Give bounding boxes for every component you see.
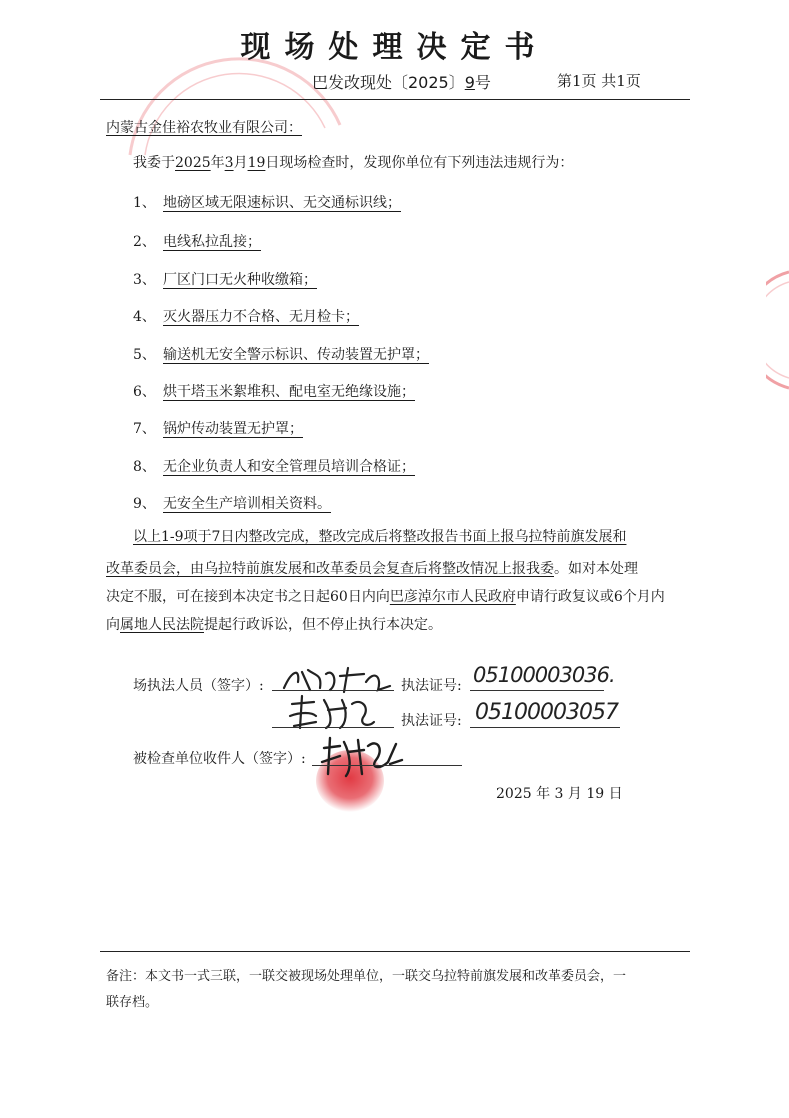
cert-label-2: 执法证号: (401, 713, 462, 729)
footer-divider (100, 951, 690, 952)
decision-line-4b: 属地人民法院 (120, 617, 204, 633)
decision-line-3c: 申请行政复议或6个月内 (515, 589, 665, 605)
intro-year: 2025 (175, 155, 211, 171)
recipient-sign-line (312, 765, 462, 766)
decision-line-4a: 向 (106, 617, 120, 633)
officer2-sign-line (272, 727, 394, 728)
decision-paragraph (106, 524, 691, 638)
violation-item: 1、 地磅区域无限速标识、无交通标识线； (133, 195, 401, 211)
decision-line-3b: 巴彦淖尔市人民政府 (389, 589, 516, 605)
recipient-signature-label: 被检查单位收件人（签字）: (133, 751, 306, 767)
header-divider (100, 99, 690, 100)
remarks (106, 964, 691, 1016)
decision-line-2a: 改革委员会，由乌拉特前旗发展和改革委员会复查后将整改情况上报我委 (106, 561, 554, 577)
cert-label-1: 执法证号: (401, 678, 462, 694)
decision-line-1: 以上1-9项于7日内整改完成，整改完成后将整改报告书面上报乌拉特前旗发展和 (133, 529, 627, 545)
officer2-cert-number: 05100003057 (475, 700, 618, 725)
violation-item: 7、 锅炉传动装置无护罩； (133, 421, 303, 437)
violation-item: 6、 烘干塔玉米絮堆积、配电室无绝缘设施； (133, 384, 415, 400)
recipient-company: 内蒙古金佳裕农牧业有限公司： (106, 120, 302, 136)
violation-item: 8、 无企业负责人和安全管理员培训合格证； (133, 459, 415, 475)
violation-item: 4、 灭火器压力不合格、无月检卡； (133, 309, 359, 325)
intro-pre: 我委于 (133, 155, 175, 171)
violation-item: 2、 电线私拉乱接； (133, 234, 261, 250)
officer1-cert-number: 05100003036. (473, 663, 615, 687)
seam-seal-half (766, 270, 789, 390)
decision-line-2b: 。如对本处理 (554, 561, 638, 577)
page-info: 第1页 共1页 (557, 72, 641, 90)
intro-yue: 月 (233, 155, 248, 171)
remarks-line-1: 备注：本文书一式三联，一联交被现场处理单位，一联交乌拉特前旗发展和改革委员会，一 (106, 969, 627, 984)
issue-date: 2025 年 3 月 19 日 (496, 786, 623, 802)
intro-paragraph (133, 153, 573, 173)
intro-day: 19 (247, 155, 266, 171)
doc-number-no: 9 (464, 73, 475, 92)
doc-number-suffix: 号 (474, 73, 491, 92)
document-title: 现场处理决定书 (240, 30, 549, 65)
violation-item: 3、 厂区门口无火种收缴箱； (133, 272, 317, 288)
intro-month: 3 (224, 155, 234, 171)
decision-line-4c: 提起行政诉讼，但不停止执行本决定。 (204, 617, 442, 633)
decision-line-3a: 决定不服，可在接到本决定书之日起60日内向 (106, 589, 390, 605)
intro-post: 日现场检查时，发现你单位有下列违法违规行为： (265, 155, 574, 171)
intro-nian: 年 (210, 155, 225, 171)
recipient-signature (318, 734, 406, 780)
officer-signature-label: 场执法人员（签字）: (133, 678, 264, 694)
violation-item: 9、 无安全生产培训相关资料。 (133, 496, 331, 512)
doc-number-prefix: 巴发改现处〔2025〕 (312, 73, 465, 92)
document-number (312, 70, 491, 93)
cert2-line (470, 727, 620, 728)
officer1-sign-line (272, 690, 394, 691)
violation-item: 5、 输送机无安全警示标识、传动装置无护罩； (133, 347, 429, 363)
cert1-line (470, 690, 604, 691)
remarks-line-2: 联存档。 (106, 995, 159, 1010)
